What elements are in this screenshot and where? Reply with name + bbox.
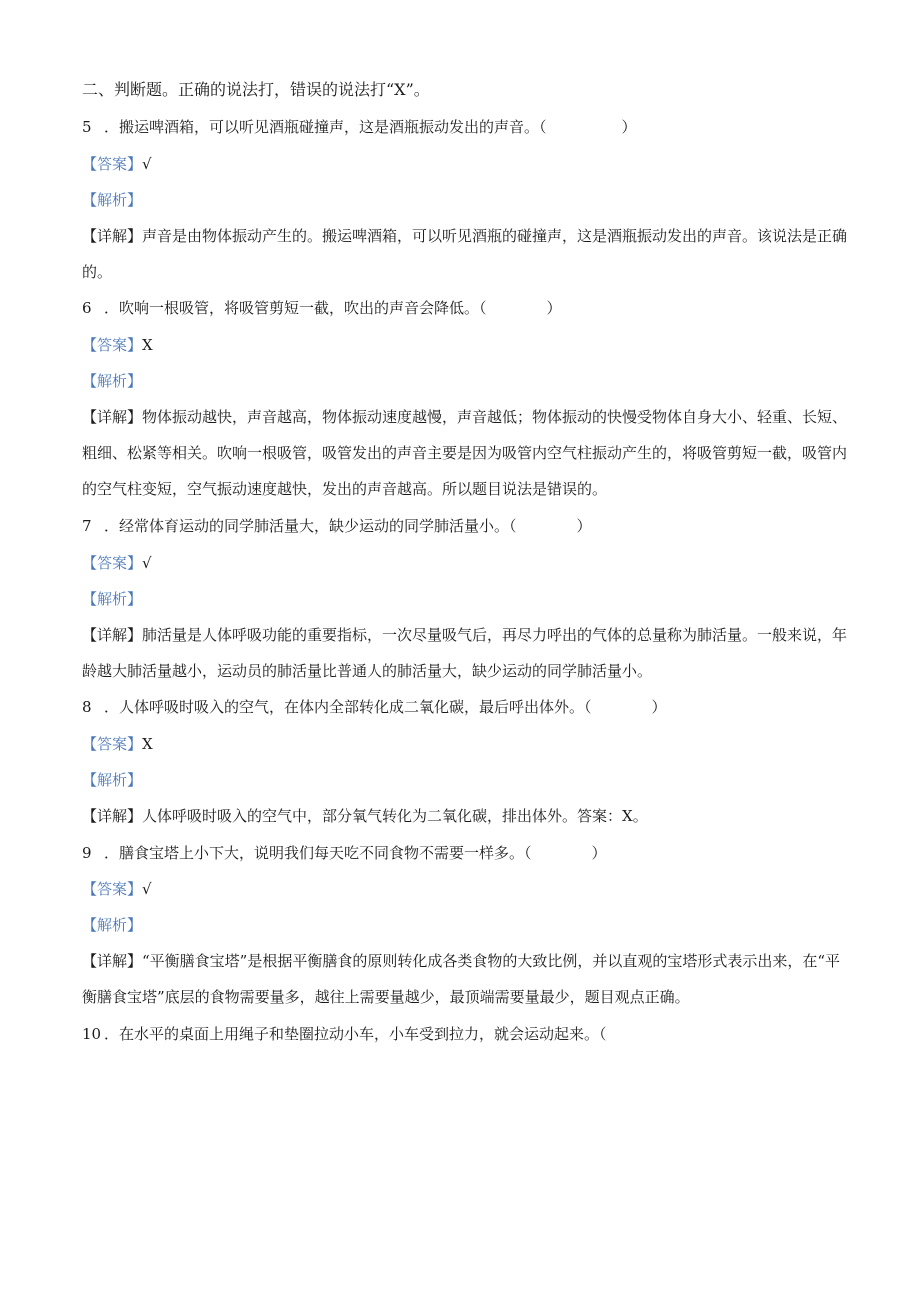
detail-9 xyxy=(82,943,852,1015)
analysis-label: 【解析】 xyxy=(82,771,143,789)
question-text: ．在水平的桌面上用绳子和垫圈拉动小车，小车受到拉力，就会运动起来。（ xyxy=(104,1025,607,1043)
detail-6 xyxy=(82,399,852,507)
detail-5 xyxy=(82,218,852,290)
question-10 xyxy=(82,1024,607,1044)
answer-6 xyxy=(82,335,153,355)
question-text: ．吹响一根吸管，将吸管剪短一截，吹出的声音会降低。（ ） xyxy=(104,299,562,317)
detail-label: 【详解】 xyxy=(82,626,143,644)
detail-label: 【详解】 xyxy=(82,408,143,426)
analysis-8 xyxy=(82,770,142,790)
detail-text: “平衡膳食宝塔”是根据平衡膳食的原则转化成各类食物的大致比例，并以直观的宝塔形式表示出来，在“平衡膳食宝塔”底层的食物需要量多，越往上需要量越少，最顶端需要量最少，题目观点正确。 xyxy=(82,952,841,1006)
answer-9 xyxy=(82,879,152,899)
analysis-7 xyxy=(82,589,142,609)
question-text: ．经常体育运动的同学肺活量大，缺少运动的同学肺活量小。（ ） xyxy=(104,517,592,535)
question-number: 10 xyxy=(82,1025,102,1043)
analysis-label: 【解析】 xyxy=(82,916,143,934)
detail-text: 物体振动越快，声音越高，物体振动速度越慢，声音越低；物体振动的快慢受物体自身大小、轻重、长短、粗细、松紧等相关。吹响一根吸管，吸管发出的声音主要是因为吸管内空气柱振动产生的，将吸管剪短一截，吸管内的空气柱变短，空气振动速度越快，发出的声音越高。所以题目说法是错误的。 xyxy=(82,408,848,498)
detail-label: 【详解】 xyxy=(82,227,143,245)
question-number: 9 xyxy=(82,844,92,862)
detail-text: 肺活量是人体呼吸功能的重要指标，一次尽量吸气后，再尽力呼出的气体的总量称为肺活量。一般来说，年龄越大肺活量越小，运动员的肺活量比普通人的肺活量大，缺少运动的同学肺活量小。 xyxy=(82,626,848,680)
answer-value: X xyxy=(142,336,153,354)
answer-label: 【答案】 xyxy=(82,336,143,354)
detail-text: 声音是由物体振动产生的。搬运啤酒箱，可以听见酒瓶的碰撞声，这是酒瓶振动发出的声音。该说法是正确的。 xyxy=(82,227,848,281)
question-number: 6 xyxy=(82,299,92,317)
analysis-label: 【解析】 xyxy=(82,590,143,608)
analysis-9 xyxy=(82,915,142,935)
answer-value: √ xyxy=(142,554,152,572)
analysis-label: 【解析】 xyxy=(82,372,143,390)
question-number: 5 xyxy=(82,118,92,136)
question-text: ．搬运啤酒箱，可以听见酒瓶碰撞声，这是酒瓶振动发出的声音。（ ） xyxy=(104,118,637,136)
answer-value: X xyxy=(142,735,153,753)
answer-7 xyxy=(82,553,152,573)
detail-label: 【详解】 xyxy=(82,952,143,970)
question-text: ．膳食宝塔上小下大，说明我们每天吃不同食物不需要一样多。（ ） xyxy=(104,844,607,862)
question-9 xyxy=(82,843,607,863)
answer-label: 【答案】 xyxy=(82,155,143,173)
detail-label: 【详解】 xyxy=(82,807,143,825)
detail-8 xyxy=(82,798,852,834)
answer-5 xyxy=(82,154,152,174)
detail-7 xyxy=(82,617,852,689)
answer-8 xyxy=(82,734,153,754)
question-5 xyxy=(82,117,637,137)
answer-label: 【答案】 xyxy=(82,880,143,898)
section-title: 二、判断题。正确的说法打，错误的说法打“X”。 xyxy=(82,80,430,99)
question-number: 7 xyxy=(82,517,92,535)
question-8 xyxy=(82,697,667,717)
question-7 xyxy=(82,516,592,536)
detail-text: 人体呼吸时吸入的空气中，部分氧气转化为二氧化碳，排出体外。答案：X。 xyxy=(142,807,648,825)
answer-value: √ xyxy=(142,880,152,898)
question-text: ．人体呼吸时吸入的空气，在体内全部转化成二氧化碳，最后呼出体外。（ ） xyxy=(104,698,667,716)
analysis-6 xyxy=(82,371,142,391)
answer-value: √ xyxy=(142,155,152,173)
analysis-5 xyxy=(82,190,142,210)
answer-label: 【答案】 xyxy=(82,554,143,572)
answer-label: 【答案】 xyxy=(82,735,143,753)
question-number: 8 xyxy=(82,698,92,716)
analysis-label: 【解析】 xyxy=(82,191,143,209)
question-6 xyxy=(82,298,562,318)
